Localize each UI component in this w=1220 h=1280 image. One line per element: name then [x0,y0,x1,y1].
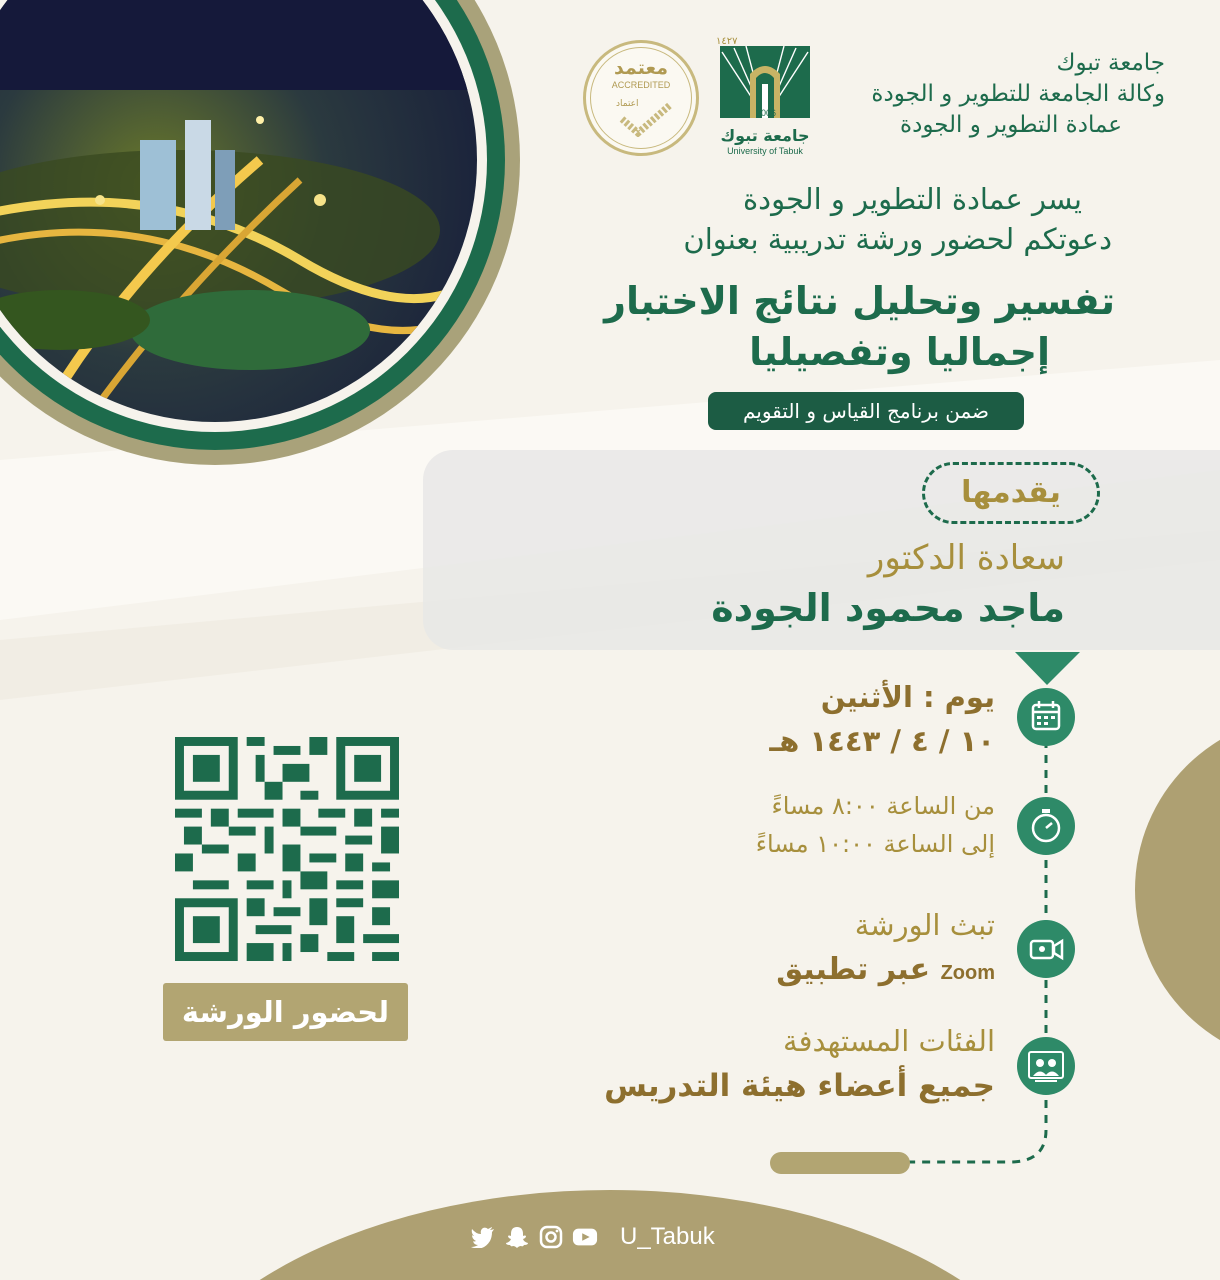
social-bar [470,1222,715,1252]
accredited-en: ACCREDITED [611,80,671,90]
time-to: إلى الساعة ١٠:٠٠ مساءً [755,830,995,858]
accredited-sub: اعتماد [616,99,639,109]
university-logo [716,36,814,160]
checkmark-icon [616,101,676,137]
video-camera-icon [1017,920,1075,978]
broadcast-app [776,952,995,987]
instagram-icon[interactable] [538,1224,564,1250]
event-day: يوم : الأثنين [820,680,995,714]
time-from: من الساعة ٨:٠٠ مساءً [771,792,995,820]
stopwatch-icon [1017,797,1075,855]
deanship-name: عمادة التطوير و الجودة [900,112,1122,138]
university-logo-name-ar: جامعة تبوك [720,126,810,145]
presenter-tag: يقدمها [922,462,1100,524]
university-year-en: 2006 [755,108,777,118]
presenter-name: ماجد محمود الجودة [711,586,1065,630]
accredited-ar: معتمد [614,57,668,79]
social-handle[interactable]: U_Tabuk [620,1223,715,1250]
broadcast-label: تبث الورشة [854,908,995,942]
twitter-icon[interactable] [470,1224,496,1250]
program-badge: ضمن برنامج القياس و التقويم [708,392,1024,430]
accredited-seal [583,40,699,156]
invite-line-2: دعوتكم لحضور ورشة تدريبية بعنوان [683,222,1112,256]
target-label: الفئات المستهدفة [783,1024,995,1058]
university-logo-name-en: University of Tabuk [727,146,803,156]
broadcast-app-prefix: عبر تطبيق [776,952,931,987]
invite-line-1: يسر عمادة التطوير و الجودة [742,182,1082,216]
youtube-icon[interactable] [572,1224,598,1250]
audience-icon [1017,1037,1075,1095]
attend-workshop-button[interactable]: لحضور الورشة [163,983,408,1041]
university-name: جامعة تبوك [1056,50,1165,76]
snapchat-icon[interactable] [504,1224,530,1250]
calendar-icon [1017,688,1075,746]
workshop-title-line-1: تفسير وتحليل نتائج الاختبار [604,279,1115,323]
qr-code[interactable] [175,737,399,961]
vice-rectorate-name: وكالة الجامعة للتطوير و الجودة [871,81,1165,107]
presenter-honorific: سعادة الدكتور [867,538,1065,578]
university-year-ar: ١٤٢٧ [716,36,738,47]
event-date: ١٠ / ٤ / ١٤٤٣ هـ [769,724,995,758]
target-audience: جميع أعضاء هيئة التدريس [604,1068,995,1104]
zoom-label: Zoom [940,962,995,984]
workshop-title-line-2: إجماليا وتفصيليا [749,330,1050,374]
